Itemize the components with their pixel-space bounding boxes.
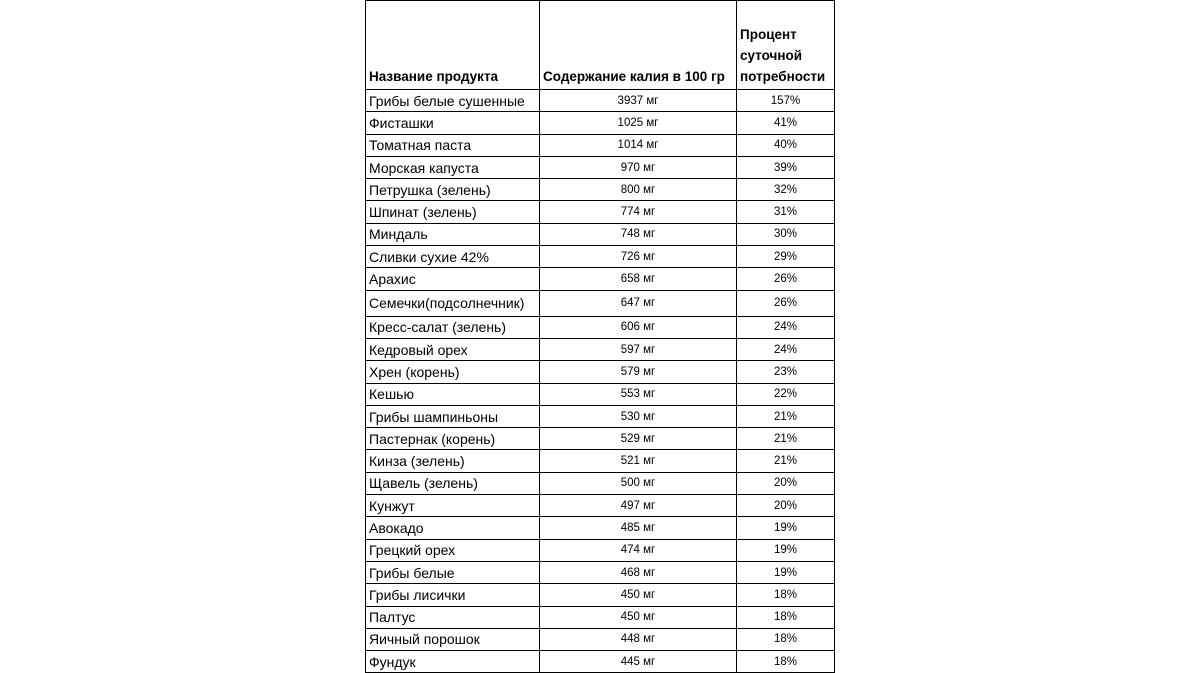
cell-product-name: Щавель (зелень) bbox=[366, 472, 540, 494]
cell-daily-percent: 19% bbox=[737, 561, 835, 583]
cell-product-name: Яичный порошок bbox=[366, 628, 540, 650]
table-row bbox=[366, 201, 835, 223]
cell-potassium-value: 597 мг bbox=[540, 338, 737, 360]
table-row bbox=[366, 539, 835, 561]
table-row bbox=[366, 338, 835, 360]
cell-daily-percent: 29% bbox=[737, 246, 835, 268]
cell-potassium-value: 970 мг bbox=[540, 156, 737, 178]
cell-daily-percent: 26% bbox=[737, 268, 835, 290]
cell-daily-percent: 19% bbox=[737, 539, 835, 561]
table-row bbox=[366, 179, 835, 201]
cell-product-name: Грибы лисички bbox=[366, 584, 540, 606]
cell-daily-percent: 39% bbox=[737, 156, 835, 178]
cell-daily-percent: 18% bbox=[737, 628, 835, 650]
cell-daily-percent: 32% bbox=[737, 179, 835, 201]
cell-daily-percent: 19% bbox=[737, 517, 835, 539]
cell-daily-percent: 18% bbox=[737, 606, 835, 628]
cell-daily-percent: 30% bbox=[737, 223, 835, 245]
cell-potassium-value: 1025 мг bbox=[540, 112, 737, 134]
table-row bbox=[366, 290, 835, 316]
table-row bbox=[366, 383, 835, 405]
table-row bbox=[366, 268, 835, 290]
cell-potassium-value: 774 мг bbox=[540, 201, 737, 223]
table-row bbox=[366, 112, 835, 134]
cell-potassium-value: 579 мг bbox=[540, 361, 737, 383]
header-product-name: Название продукта bbox=[366, 1, 540, 90]
cell-product-name: Грецкий орех bbox=[366, 539, 540, 561]
cell-product-name: Петрушка (зелень) bbox=[366, 179, 540, 201]
cell-daily-percent: 24% bbox=[737, 316, 835, 338]
header-row bbox=[366, 1, 835, 90]
cell-product-name: Морская капуста bbox=[366, 156, 540, 178]
cell-daily-percent: 24% bbox=[737, 338, 835, 360]
table-row bbox=[366, 316, 835, 338]
table-row bbox=[366, 428, 835, 450]
table-body bbox=[366, 90, 835, 673]
cell-product-name: Кинза (зелень) bbox=[366, 450, 540, 472]
cell-daily-percent: 21% bbox=[737, 428, 835, 450]
cell-potassium-value: 521 мг bbox=[540, 450, 737, 472]
header-daily-percent-line3: потребности bbox=[740, 69, 826, 84]
table-row bbox=[366, 450, 835, 472]
cell-daily-percent: 41% bbox=[737, 112, 835, 134]
cell-potassium-value: 800 мг bbox=[540, 179, 737, 201]
cell-potassium-value: 448 мг bbox=[540, 628, 737, 650]
cell-product-name: Грибы белые сушенные bbox=[366, 90, 540, 112]
cell-potassium-value: 497 мг bbox=[540, 495, 737, 517]
cell-daily-percent: 40% bbox=[737, 134, 835, 156]
cell-product-name: Авокадо bbox=[366, 517, 540, 539]
table-row bbox=[366, 90, 835, 112]
cell-potassium-value: 3937 мг bbox=[540, 90, 737, 112]
cell-product-name: Кресс-салат (зелень) bbox=[366, 316, 540, 338]
cell-product-name: Кешью bbox=[366, 383, 540, 405]
cell-daily-percent: 18% bbox=[737, 584, 835, 606]
cell-daily-percent: 31% bbox=[737, 201, 835, 223]
header-potassium-content: Содержание калия в 100 гр bbox=[540, 1, 737, 90]
table-row bbox=[366, 156, 835, 178]
cell-product-name: Пастернак (корень) bbox=[366, 428, 540, 450]
cell-potassium-value: 450 мг bbox=[540, 606, 737, 628]
potassium-table bbox=[365, 0, 835, 673]
cell-potassium-value: 658 мг bbox=[540, 268, 737, 290]
cell-daily-percent: 157% bbox=[737, 90, 835, 112]
cell-potassium-value: 553 мг bbox=[540, 383, 737, 405]
table-row bbox=[366, 651, 835, 673]
cell-product-name: Фисташки bbox=[366, 112, 540, 134]
table-row bbox=[366, 606, 835, 628]
cell-potassium-value: 474 мг bbox=[540, 539, 737, 561]
cell-potassium-value: 606 мг bbox=[540, 316, 737, 338]
cell-potassium-value: 748 мг bbox=[540, 223, 737, 245]
cell-product-name: Грибы шампиньоны bbox=[366, 405, 540, 427]
cell-product-name: Миндаль bbox=[366, 223, 540, 245]
cell-product-name: Арахис bbox=[366, 268, 540, 290]
table-row bbox=[366, 584, 835, 606]
header-daily-percent bbox=[737, 1, 835, 90]
cell-daily-percent: 21% bbox=[737, 405, 835, 427]
table-row bbox=[366, 361, 835, 383]
cell-daily-percent: 21% bbox=[737, 450, 835, 472]
cell-product-name: Хрен (корень) bbox=[366, 361, 540, 383]
table-row bbox=[366, 472, 835, 494]
table-row bbox=[366, 223, 835, 245]
table-row bbox=[366, 517, 835, 539]
cell-daily-percent: 18% bbox=[737, 651, 835, 673]
cell-potassium-value: 450 мг bbox=[540, 584, 737, 606]
cell-product-name: Семечки(подсолнечник) bbox=[366, 290, 540, 316]
cell-potassium-value: 530 мг bbox=[540, 405, 737, 427]
cell-potassium-value: 485 мг bbox=[540, 517, 737, 539]
cell-daily-percent: 22% bbox=[737, 383, 835, 405]
cell-product-name: Сливки сухие 42% bbox=[366, 246, 540, 268]
cell-product-name: Кунжут bbox=[366, 495, 540, 517]
cell-product-name: Кедровый орех bbox=[366, 338, 540, 360]
table-row bbox=[366, 246, 835, 268]
cell-potassium-value: 1014 мг bbox=[540, 134, 737, 156]
table-row bbox=[366, 561, 835, 583]
cell-daily-percent: 26% bbox=[737, 290, 835, 316]
cell-daily-percent: 20% bbox=[737, 495, 835, 517]
table-header bbox=[366, 1, 835, 90]
cell-potassium-value: 529 мг bbox=[540, 428, 737, 450]
cell-daily-percent: 20% bbox=[737, 472, 835, 494]
cell-potassium-value: 726 мг bbox=[540, 246, 737, 268]
cell-potassium-value: 468 мг bbox=[540, 561, 737, 583]
cell-product-name: Шпинат (зелень) bbox=[366, 201, 540, 223]
cell-potassium-value: 500 мг bbox=[540, 472, 737, 494]
cell-daily-percent: 23% bbox=[737, 361, 835, 383]
table-row bbox=[366, 134, 835, 156]
table-row bbox=[366, 405, 835, 427]
cell-product-name: Грибы белые bbox=[366, 561, 540, 583]
cell-product-name: Палтус bbox=[366, 606, 540, 628]
cell-product-name: Томатная паста bbox=[366, 134, 540, 156]
header-daily-percent-line2: суточной bbox=[740, 48, 803, 63]
cell-potassium-value: 445 мг bbox=[540, 651, 737, 673]
table-row bbox=[366, 628, 835, 650]
cell-potassium-value: 647 мг bbox=[540, 290, 737, 316]
cell-product-name: Фундук bbox=[366, 651, 540, 673]
header-daily-percent-line1: Процент bbox=[740, 27, 797, 42]
table-row bbox=[366, 495, 835, 517]
potassium-table-sheet bbox=[365, 0, 834, 673]
